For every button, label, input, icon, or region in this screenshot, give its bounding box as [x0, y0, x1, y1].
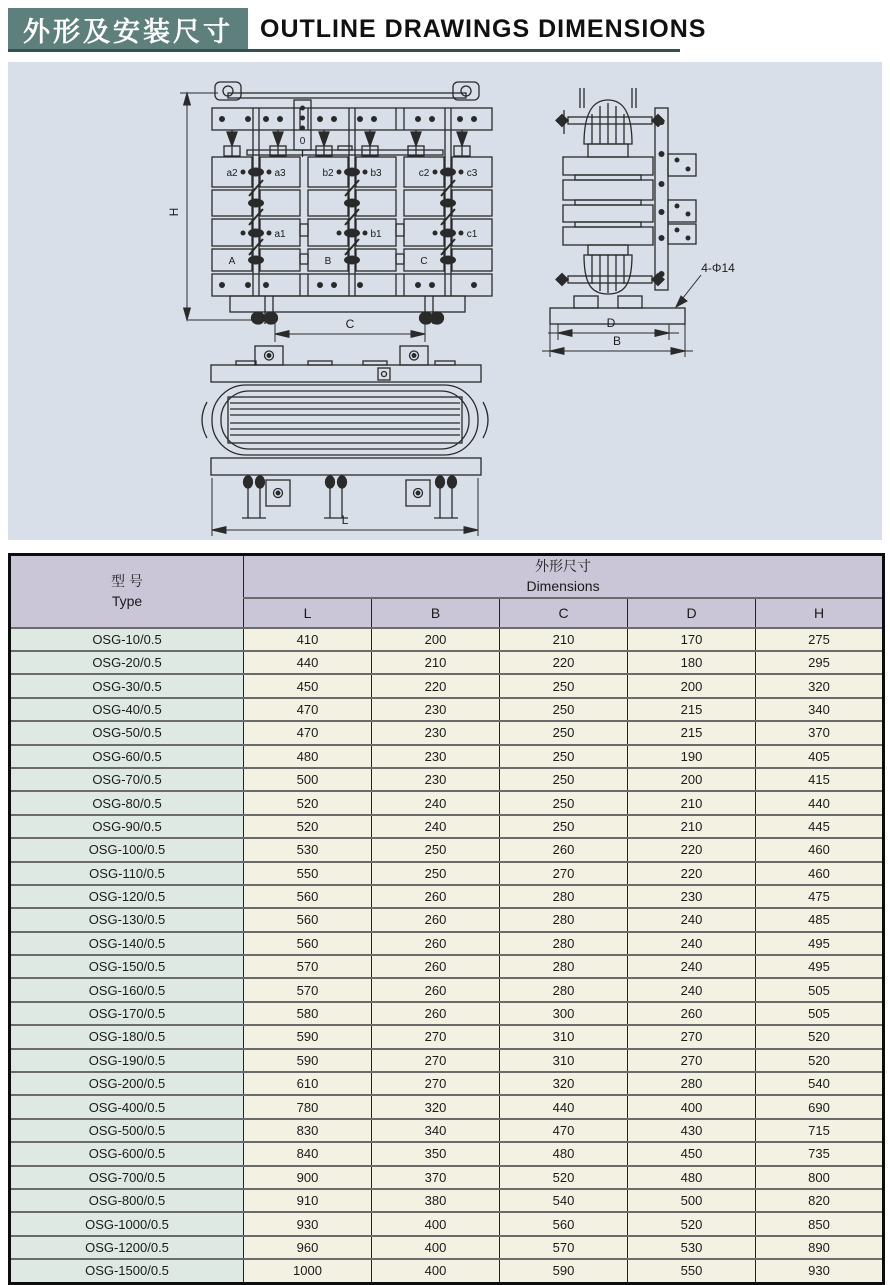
- dimension-cell: 410: [244, 628, 372, 651]
- neutral-terminal-label: 0: [299, 136, 306, 147]
- type-cell: OSG-190/0.5: [10, 1049, 244, 1072]
- dimension-cell: 320: [500, 1072, 628, 1095]
- column-header-type-en: Type: [111, 593, 143, 610]
- table-row: [10, 698, 884, 721]
- dimension-cell: 250: [500, 815, 628, 838]
- table-row: [10, 1189, 884, 1212]
- dimension-cell: 590: [500, 1259, 628, 1283]
- dimension-cell: 250: [500, 791, 628, 814]
- dimension-cell: 445: [756, 815, 884, 838]
- dimension-cell: 560: [244, 932, 372, 955]
- dimension-cell: 830: [244, 1119, 372, 1142]
- tap-label-c1: c1: [466, 229, 478, 240]
- table-row: [10, 791, 884, 814]
- dimension-cell: 550: [628, 1259, 756, 1283]
- dimension-cell: 210: [372, 651, 500, 674]
- dimension-cell: 1000: [244, 1259, 372, 1283]
- dimension-cell: 470: [244, 698, 372, 721]
- winding-label-a3: a3: [274, 168, 286, 179]
- type-cell: OSG-1200/0.5: [10, 1236, 244, 1259]
- type-cell: OSG-400/0.5: [10, 1095, 244, 1118]
- dim-label-C: C: [345, 317, 355, 331]
- dimension-cell: 380: [372, 1189, 500, 1212]
- type-cell: OSG-50/0.5: [10, 721, 244, 744]
- tap-label-b1: b1: [370, 229, 382, 240]
- table-row: [10, 1002, 884, 1025]
- dimension-cell: 570: [244, 978, 372, 1001]
- dimension-cell: 520: [244, 815, 372, 838]
- type-cell: OSG-30/0.5: [10, 674, 244, 697]
- dimension-cell: 260: [372, 955, 500, 978]
- dimension-cell: 550: [244, 862, 372, 885]
- type-cell: OSG-140/0.5: [10, 932, 244, 955]
- dimension-cell: 270: [628, 1049, 756, 1072]
- dimension-cell: 220: [372, 674, 500, 697]
- title-underline: [8, 49, 680, 52]
- column-group-dimensions: [244, 555, 884, 598]
- dimension-cell: 520: [244, 791, 372, 814]
- dimension-cell: 560: [244, 885, 372, 908]
- dimension-cell: 200: [628, 768, 756, 791]
- dimension-cell: 240: [628, 932, 756, 955]
- table-row: [10, 1049, 884, 1072]
- dimension-cell: 495: [756, 955, 884, 978]
- dimension-cell: 240: [372, 815, 500, 838]
- dimension-cell: 370: [756, 721, 884, 744]
- dim-label-H: H: [167, 207, 181, 217]
- phase-label-C: C: [420, 256, 428, 267]
- dim-label-B: B: [612, 334, 622, 348]
- winding-label-c2: c2: [418, 168, 430, 179]
- table-row: [10, 838, 884, 861]
- dimension-cell: 310: [500, 1025, 628, 1048]
- dimension-cell: 210: [500, 628, 628, 651]
- dimension-cell: 280: [500, 978, 628, 1001]
- dimension-cell: 230: [372, 745, 500, 768]
- dimension-cell: 430: [628, 1119, 756, 1142]
- column-header-type: [10, 555, 244, 628]
- page-title-en: OUTLINE DRAWINGS DIMENSIONS: [260, 15, 707, 43]
- dimension-cell: 370: [372, 1166, 500, 1189]
- dimension-cell: 460: [756, 838, 884, 861]
- dimension-cell: 930: [756, 1259, 884, 1283]
- column-header-B: B: [372, 598, 500, 628]
- type-cell: OSG-130/0.5: [10, 908, 244, 931]
- dimension-cell: 570: [500, 1236, 628, 1259]
- dimension-cell: 230: [628, 885, 756, 908]
- dimension-cell: 560: [244, 908, 372, 931]
- dimension-cell: 280: [500, 932, 628, 955]
- dimension-cell: 170: [628, 628, 756, 651]
- dimension-cell: 270: [372, 1072, 500, 1095]
- dimension-cell: 820: [756, 1189, 884, 1212]
- column-header-C: C: [500, 598, 628, 628]
- dimension-cell: 250: [372, 862, 500, 885]
- dimension-cell: 540: [756, 1072, 884, 1095]
- dim-label-L: L: [341, 513, 349, 527]
- dimension-cell: 240: [372, 791, 500, 814]
- table-row: [10, 628, 884, 651]
- dimension-cell: 480: [628, 1166, 756, 1189]
- mounting-holes-label: 4-Φ14: [701, 261, 735, 275]
- type-cell: OSG-1000/0.5: [10, 1212, 244, 1235]
- dimension-cell: 400: [372, 1259, 500, 1283]
- dimension-cell: 400: [372, 1212, 500, 1235]
- dimension-cell: 200: [372, 628, 500, 651]
- table-row: [10, 815, 884, 838]
- column-group-dimensions-en: Dimensions: [526, 578, 600, 595]
- dimension-cell: 270: [628, 1025, 756, 1048]
- dimension-cell: 260: [628, 1002, 756, 1025]
- winding-label-b2: b2: [322, 168, 334, 179]
- dimension-cell: 450: [244, 674, 372, 697]
- type-cell: OSG-500/0.5: [10, 1119, 244, 1142]
- dimension-cell: 215: [628, 698, 756, 721]
- table-row: [10, 862, 884, 885]
- dimension-cell: 470: [500, 1119, 628, 1142]
- dimension-cell: 840: [244, 1142, 372, 1165]
- dimension-cell: 450: [628, 1142, 756, 1165]
- dimension-cell: 735: [756, 1142, 884, 1165]
- dimension-cell: 930: [244, 1212, 372, 1235]
- dimension-cell: 520: [756, 1049, 884, 1072]
- dimension-cell: 520: [756, 1025, 884, 1048]
- dimension-cell: 910: [244, 1189, 372, 1212]
- table-row: [10, 932, 884, 955]
- dimension-cell: 260: [372, 978, 500, 1001]
- dimension-cell: 440: [756, 791, 884, 814]
- winding-label-b3: b3: [370, 168, 382, 179]
- type-cell: OSG-60/0.5: [10, 745, 244, 768]
- dimension-cell: 270: [372, 1049, 500, 1072]
- table-row: [10, 1166, 884, 1189]
- front-view-drawing: [180, 82, 492, 342]
- table-row: [10, 1072, 884, 1095]
- column-header-type-zh: 型 号: [111, 573, 143, 589]
- dimension-cell: 250: [500, 721, 628, 744]
- dimension-cell: 850: [756, 1212, 884, 1235]
- phase-label-B: B: [324, 256, 332, 267]
- dimension-cell: 210: [628, 815, 756, 838]
- side-view-drawing: [542, 88, 701, 357]
- dimension-cell: 530: [244, 838, 372, 861]
- table-row: [10, 721, 884, 744]
- type-cell: OSG-160/0.5: [10, 978, 244, 1001]
- dimension-cell: 505: [756, 978, 884, 1001]
- dimension-cell: 260: [372, 932, 500, 955]
- dimension-cell: 280: [500, 955, 628, 978]
- dimension-cell: 780: [244, 1095, 372, 1118]
- dimension-cell: 520: [500, 1166, 628, 1189]
- dimension-cell: 495: [756, 932, 884, 955]
- dimension-cell: 310: [500, 1049, 628, 1072]
- dimension-cell: 350: [372, 1142, 500, 1165]
- page-header: [8, 8, 882, 51]
- dimension-cell: 250: [372, 838, 500, 861]
- dimension-cell: 320: [372, 1095, 500, 1118]
- column-header-H: H: [756, 598, 884, 628]
- dimension-cell: 530: [628, 1236, 756, 1259]
- dimension-cell: 200: [628, 674, 756, 697]
- table-row: [10, 1025, 884, 1048]
- dimension-cell: 250: [500, 768, 628, 791]
- type-cell: OSG-40/0.5: [10, 698, 244, 721]
- dimension-cell: 440: [244, 651, 372, 674]
- type-cell: OSG-600/0.5: [10, 1142, 244, 1165]
- dimension-cell: 280: [628, 1072, 756, 1095]
- dimension-cell: 250: [500, 674, 628, 697]
- dimension-cell: 280: [500, 908, 628, 931]
- dimension-cell: 900: [244, 1166, 372, 1189]
- dimension-cell: 270: [372, 1025, 500, 1048]
- dimension-cell: 210: [628, 791, 756, 814]
- dimension-cell: 250: [500, 698, 628, 721]
- winding-label-a2: a2: [226, 168, 238, 179]
- dimension-cell: 960: [244, 1236, 372, 1259]
- dimension-cell: 320: [756, 674, 884, 697]
- dimension-cell: 240: [628, 955, 756, 978]
- type-cell: OSG-10/0.5: [10, 628, 244, 651]
- outline-drawings-svg: [8, 62, 882, 540]
- dimension-cell: 610: [244, 1072, 372, 1095]
- dimension-cell: 260: [372, 885, 500, 908]
- dimension-cell: 230: [372, 768, 500, 791]
- type-cell: OSG-120/0.5: [10, 885, 244, 908]
- dimension-cell: 415: [756, 768, 884, 791]
- dimension-cell: 400: [372, 1236, 500, 1259]
- winding-label-c3: c3: [466, 168, 478, 179]
- type-cell: OSG-1500/0.5: [10, 1259, 244, 1283]
- table-row: [10, 955, 884, 978]
- dimension-cell: 540: [500, 1189, 628, 1212]
- type-cell: OSG-90/0.5: [10, 815, 244, 838]
- type-cell: OSG-80/0.5: [10, 791, 244, 814]
- type-cell: OSG-20/0.5: [10, 651, 244, 674]
- dimension-cell: 890: [756, 1236, 884, 1259]
- dimension-cell: 230: [372, 721, 500, 744]
- dimension-cell: 505: [756, 1002, 884, 1025]
- dimension-cell: 275: [756, 628, 884, 651]
- dimension-cell: 280: [500, 885, 628, 908]
- column-header-L: L: [244, 598, 372, 628]
- table-row: [10, 1142, 884, 1165]
- dimension-cell: 220: [628, 838, 756, 861]
- table-row: [10, 768, 884, 791]
- type-cell: OSG-70/0.5: [10, 768, 244, 791]
- dimension-cell: 260: [372, 1002, 500, 1025]
- table-row: [10, 1095, 884, 1118]
- dimension-cell: 715: [756, 1119, 884, 1142]
- dimension-cell: 340: [372, 1119, 500, 1142]
- phase-label-A: A: [228, 256, 236, 267]
- tap-label-a1: a1: [274, 229, 286, 240]
- dimension-cell: 690: [756, 1095, 884, 1118]
- dimension-cell: 480: [500, 1142, 628, 1165]
- dimension-cell: 800: [756, 1166, 884, 1189]
- type-cell: OSG-100/0.5: [10, 838, 244, 861]
- dimension-cell: 400: [628, 1095, 756, 1118]
- type-cell: OSG-150/0.5: [10, 955, 244, 978]
- dimension-cell: 215: [628, 721, 756, 744]
- table-row: [10, 745, 884, 768]
- dimension-cell: 570: [244, 955, 372, 978]
- outline-drawings-panel: [8, 62, 882, 540]
- type-cell: OSG-180/0.5: [10, 1025, 244, 1048]
- dimension-cell: 590: [244, 1049, 372, 1072]
- dimension-cell: 460: [756, 862, 884, 885]
- dimension-cell: 220: [500, 651, 628, 674]
- page-title-zh: 外形及安装尺寸: [8, 8, 248, 51]
- dimension-cell: 180: [628, 651, 756, 674]
- dimension-cell: 590: [244, 1025, 372, 1048]
- dimension-cell: 190: [628, 745, 756, 768]
- dimension-cell: 240: [628, 908, 756, 931]
- table-row: [10, 1236, 884, 1259]
- dimension-cell: 230: [372, 698, 500, 721]
- dimension-cell: 485: [756, 908, 884, 931]
- type-cell: OSG-700/0.5: [10, 1166, 244, 1189]
- column-group-dimensions-zh: 外形尺寸: [535, 558, 592, 574]
- dimension-cell: 500: [628, 1189, 756, 1212]
- table-row: [10, 651, 884, 674]
- dimension-cell: 270: [500, 862, 628, 885]
- dimension-cell: 475: [756, 885, 884, 908]
- dimension-cell: 260: [500, 838, 628, 861]
- table-row: [10, 978, 884, 1001]
- dimension-cell: 220: [628, 862, 756, 885]
- dimensions-table: [8, 553, 885, 1285]
- table-row: [10, 674, 884, 697]
- dimension-cell: 440: [500, 1095, 628, 1118]
- type-cell: OSG-170/0.5: [10, 1002, 244, 1025]
- dimension-cell: 580: [244, 1002, 372, 1025]
- dimension-cell: 300: [500, 1002, 628, 1025]
- type-cell: OSG-110/0.5: [10, 862, 244, 885]
- dimension-cell: 480: [244, 745, 372, 768]
- table-row: [10, 1212, 884, 1235]
- dimension-cell: 520: [628, 1212, 756, 1235]
- type-cell: OSG-200/0.5: [10, 1072, 244, 1095]
- type-cell: OSG-800/0.5: [10, 1189, 244, 1212]
- dimension-cell: 295: [756, 651, 884, 674]
- dimension-cell: 340: [756, 698, 884, 721]
- table-row: [10, 1119, 884, 1142]
- column-header-D: D: [628, 598, 756, 628]
- dimension-cell: 470: [244, 721, 372, 744]
- dimension-cell: 250: [500, 745, 628, 768]
- table-row: [10, 908, 884, 931]
- top-view-drawing: [202, 346, 488, 536]
- table-row: [10, 885, 884, 908]
- dim-label-D: D: [606, 316, 616, 330]
- dimension-cell: 405: [756, 745, 884, 768]
- dimension-cell: 260: [372, 908, 500, 931]
- dimension-cell: 500: [244, 768, 372, 791]
- table-row: [10, 1259, 884, 1283]
- dimension-cell: 240: [628, 978, 756, 1001]
- dimension-cell: 560: [500, 1212, 628, 1235]
